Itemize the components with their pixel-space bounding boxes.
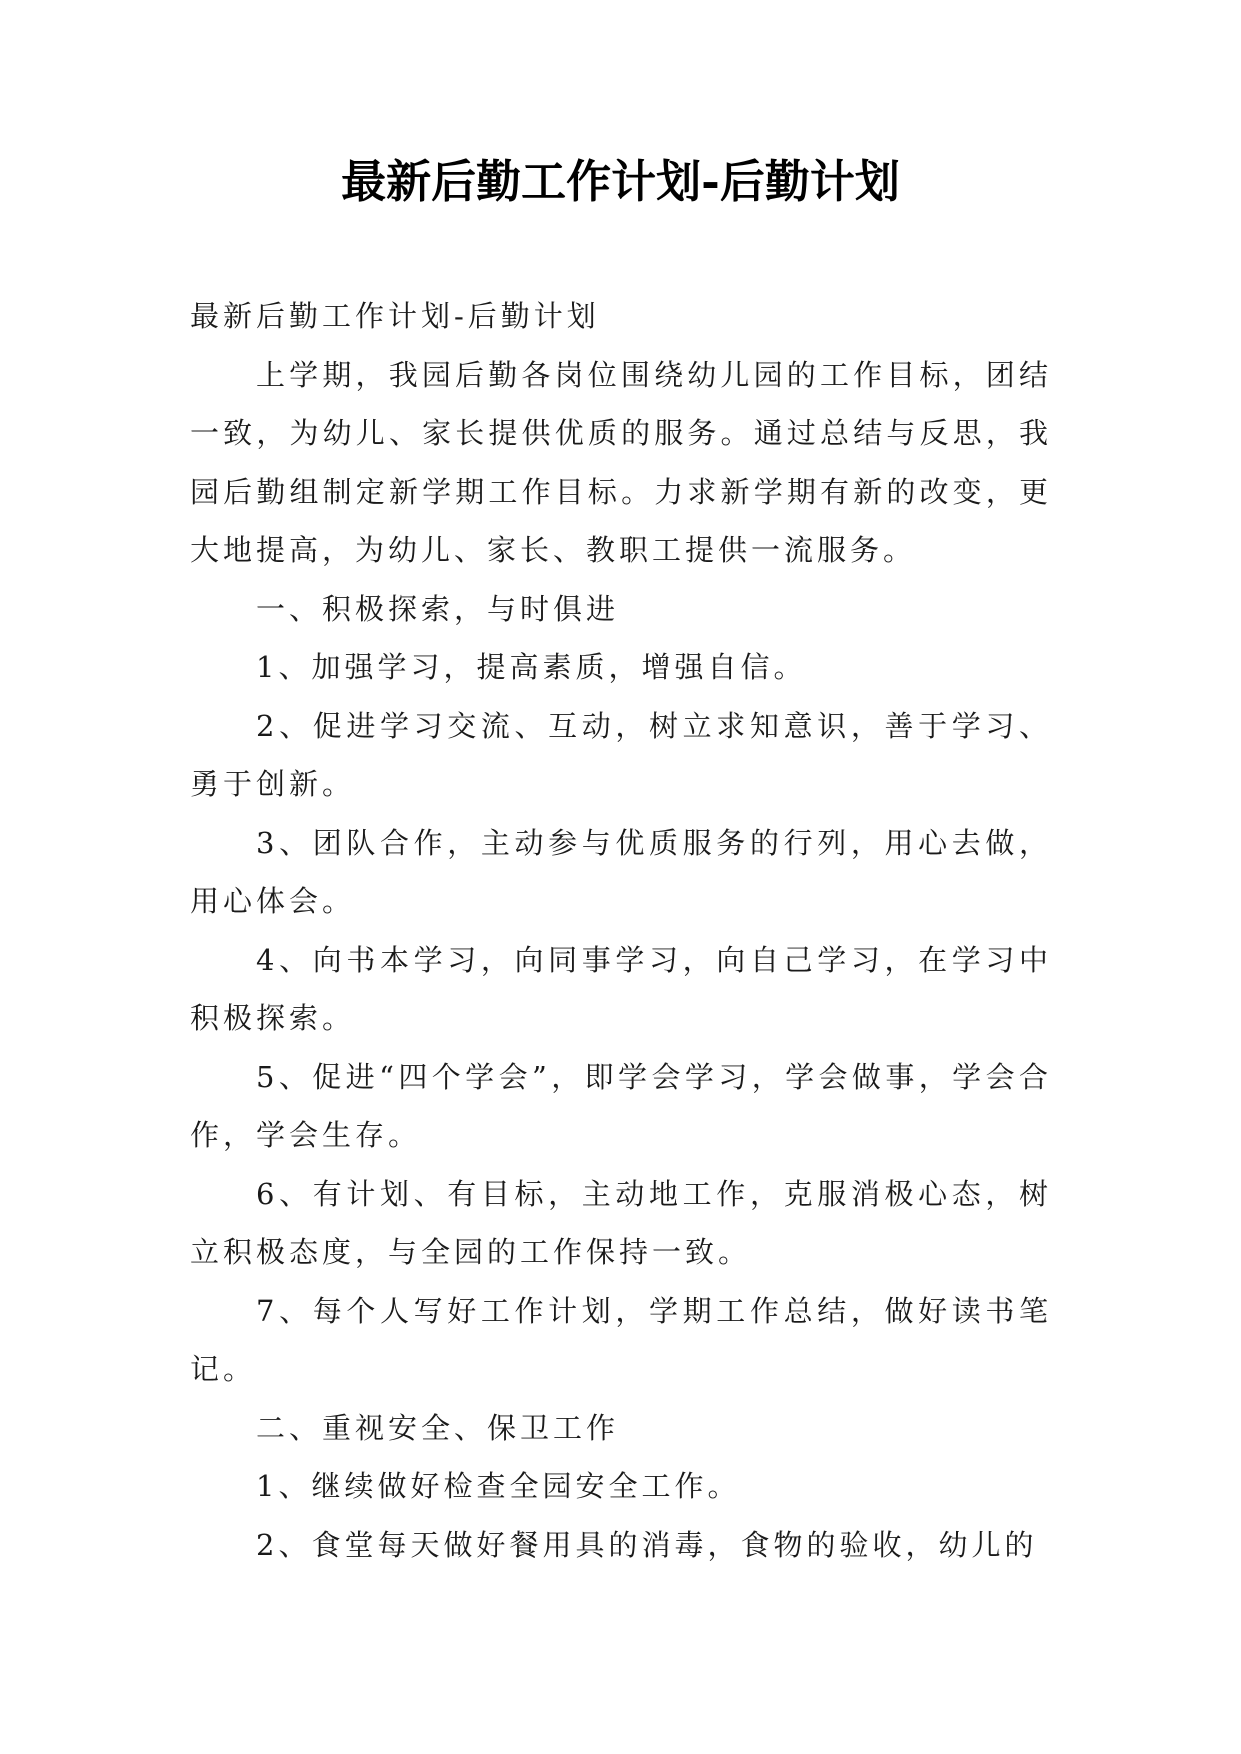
list-item: 2、食堂每天做好餐用具的消毒，食物的验收，幼儿的 [256,1527,1038,1562]
list-item: 7、每个人写好工作计划，学期工作总结，做好读书笔记。 [190,1293,1052,1386]
list-item: 2、促进学习交流、互动，树立求知意识，善于学习、勇于创新。 [190,708,1052,801]
list-item: 5、促进“四个学会”，即学会学习，学会做事，学会合作，学会生存。 [190,1059,1052,1152]
document-title: 最新后勤工作计划-后勤计划 [341,155,900,208]
list-item: 1、继续做好检查全园安全工作。 [256,1469,741,1503]
list-item: 6、有计划、有目标，主动地工作，克服消极心态，树立积极态度，与全园的工作保持一致。 [190,1176,1052,1269]
document-subtitle: 最新后勤工作计划-后勤计划 [190,299,600,333]
list-item: 4、向书本学习，向同事学习，向自己学习，在学习中积极探索。 [190,942,1052,1035]
list-item: 3、团队合作，主动参与优质服务的行列，用心去做，用心体会。 [190,825,1052,918]
list-item: 1、加强学习，提高素质，增强自信。 [256,650,807,684]
section-heading-2: 二、重视安全、保卫工作 [256,1410,620,1445]
document-body [190,287,1052,1574]
section-heading-1: 一、积极探索，与时俱进 [256,591,620,626]
paragraph-intro: 上学期，我园后勤各岗位围绕幼儿园的工作目标，团结一致，为幼儿、家长提供优质的服务。通过总结与反思，我园后勤组制定新学期工作目标。力求新学期有新的改变，更大地提高，为幼儿、家长、教职工提供一流服务。 [190,357,1052,567]
